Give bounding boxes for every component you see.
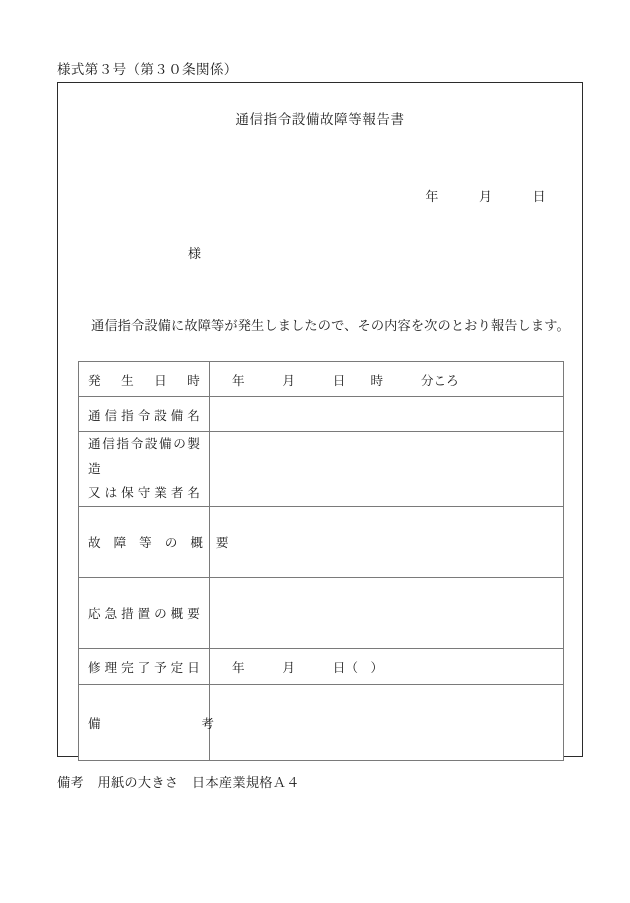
row-value-emergency-measures[interactable] (210, 577, 564, 648)
row-label-remarks (79, 684, 214, 760)
row-value-repair-completion-date[interactable]: 年 月 日（ ） (210, 648, 564, 684)
table-row (79, 362, 564, 397)
row-label-text: 修 理 完 了 予 定 日 (88, 660, 200, 675)
row-value-manufacturer-or-maintainer[interactable] (210, 432, 564, 507)
table-row (79, 577, 564, 648)
row-label-failure-summary (79, 506, 229, 577)
row-value-equipment-name[interactable] (210, 397, 564, 432)
footer-paper-size-note: 備考 用紙の大きさ 日本産業規格Ａ４ (57, 775, 300, 790)
row-label-text: 応 急 措 置 の 概 要 (88, 607, 200, 622)
row-value-occurrence-datetime[interactable]: 年 月 日 時 分ころ (210, 362, 564, 397)
table-row (79, 506, 564, 577)
row-label-text: 通 信 指 令 設 備 名 (88, 408, 200, 423)
row-label-manufacturer-or-maintainer (79, 432, 210, 507)
document-title: 通信指令設備故障等報告書 (235, 112, 405, 127)
row-label-equipment-name (79, 397, 210, 432)
table-row (79, 432, 564, 507)
row-label-text: 備 考 (88, 716, 214, 731)
row-value-remarks[interactable] (210, 684, 564, 760)
row-label-text: 発 生 日 時 (88, 373, 200, 388)
row-label-emergency-measures (79, 577, 210, 648)
row-label-text-block (88, 432, 200, 506)
form-number-heading: 様式第３号（第３０条関係） (57, 62, 238, 77)
table-row (79, 684, 564, 760)
row-value-failure-summary[interactable] (210, 506, 564, 577)
row-label-text: 故 障 等 の 概 要 (88, 536, 229, 551)
report-details-table (78, 361, 564, 761)
issue-date-line: 年 月 日 (425, 189, 546, 204)
addressee-honorific: 様 (188, 246, 202, 261)
table-row (79, 648, 564, 684)
row-label-text-line2: 又 は 保 守 業 者 名 (88, 486, 200, 501)
row-label-repair-completion-date (79, 648, 210, 684)
row-label-text-line1: 通信指令設備の製造 (88, 437, 200, 476)
lead-paragraph: 通信指令設備に故障等が発生しましたので、その内容を次のとおり報告します。 (91, 318, 570, 333)
table-row (79, 397, 564, 432)
row-label-occurrence-datetime (79, 362, 210, 397)
form-outer-frame (57, 82, 583, 757)
